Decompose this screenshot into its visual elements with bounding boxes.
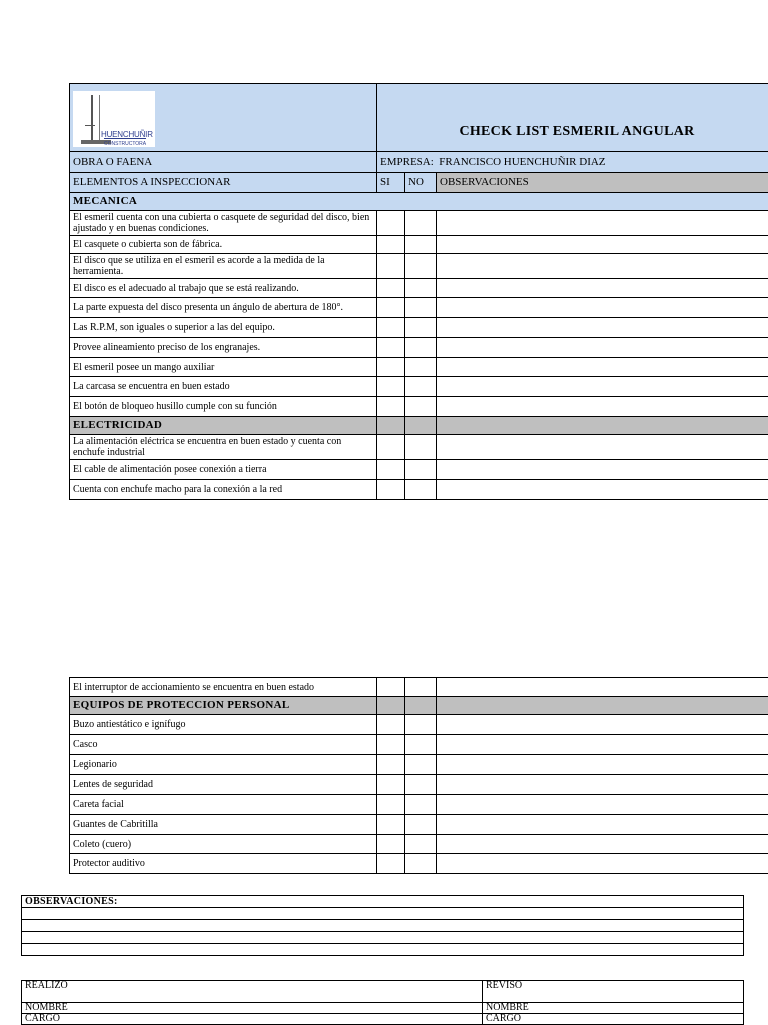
empresa-cell: EMPRESA: FRANCISCO HUENCHUÑIR DIAZ <box>377 152 768 173</box>
no-cell[interactable] <box>405 460 437 480</box>
col-si: SI <box>377 173 405 193</box>
si-cell[interactable] <box>377 835 405 854</box>
realizo-label: REALIZO <box>22 981 483 1003</box>
si-cell[interactable] <box>377 338 405 358</box>
item-label: Lentes de seguridad <box>70 775 377 795</box>
no-cell[interactable] <box>405 715 437 735</box>
si-cell[interactable] <box>377 715 405 735</box>
logo-cell <box>70 84 377 152</box>
header-row <box>70 84 768 152</box>
no-cell[interactable] <box>405 775 437 795</box>
si-cell[interactable] <box>377 435 405 460</box>
obs-cell[interactable] <box>437 815 768 835</box>
reviso-cargo[interactable]: CARGO <box>483 1014 744 1025</box>
no-cell[interactable] <box>405 480 437 500</box>
electricidad-items <box>70 435 768 500</box>
obs-cell[interactable] <box>437 254 768 279</box>
checklist-table-top <box>69 83 768 500</box>
si-cell[interactable] <box>377 358 405 377</box>
item-label: La alimentación eléctrica se encuentra en buen estado y cuenta con enchufe industrial <box>70 435 377 460</box>
obs-cell[interactable] <box>437 854 768 874</box>
observaciones-line[interactable] <box>22 908 744 920</box>
item-label: El interruptor de accionamiento se encuentra en buen estado <box>70 678 377 697</box>
obs-cell[interactable] <box>437 236 768 254</box>
signature-box <box>21 980 744 1025</box>
col-no: NO <box>405 173 437 193</box>
si-cell[interactable] <box>377 211 405 236</box>
si-cell[interactable] <box>377 298 405 318</box>
item-label: La carcasa se encuentra en buen estado <box>70 377 377 397</box>
company-logo: HUENCHUÑIR CONSTRUCTORA <box>73 91 155 147</box>
obs-cell[interactable] <box>437 795 768 815</box>
reviso-nombre[interactable]: NOMBRE <box>483 1003 744 1014</box>
no-cell[interactable] <box>405 211 437 236</box>
page-title: CHECK LIST ESMERIL ANGULAR <box>377 84 768 152</box>
no-cell[interactable] <box>405 735 437 755</box>
obs-cell[interactable] <box>437 735 768 755</box>
section-epp: EQUIPOS DE PROTECCION PERSONAL <box>70 697 377 715</box>
no-cell[interactable] <box>405 815 437 835</box>
si-cell[interactable] <box>377 795 405 815</box>
no-cell[interactable] <box>405 435 437 460</box>
obs-cell[interactable] <box>437 279 768 298</box>
empresa-value: FRANCISCO HUENCHUÑIR DIAZ <box>439 156 605 168</box>
no-cell[interactable] <box>405 236 437 254</box>
si-cell[interactable] <box>377 815 405 835</box>
no-cell[interactable] <box>405 835 437 854</box>
obra-label: OBRA O FAENA <box>70 152 377 173</box>
obs-cell[interactable] <box>437 338 768 358</box>
column-header-row <box>70 173 768 193</box>
no-cell[interactable] <box>405 338 437 358</box>
item-label: Legionario <box>70 755 377 775</box>
item-label: Buzo antiestático e ignífugo <box>70 715 377 735</box>
no-cell[interactable] <box>405 298 437 318</box>
no-cell[interactable] <box>405 377 437 397</box>
observaciones-label: OBSERVACIONES: <box>22 896 744 908</box>
obs-cell[interactable] <box>437 397 768 417</box>
obs-cell[interactable] <box>437 318 768 338</box>
section-row <box>70 193 768 211</box>
observaciones-line[interactable] <box>22 920 744 932</box>
si-cell[interactable] <box>377 678 405 697</box>
mecanica-items <box>70 211 768 417</box>
obs-cell[interactable] <box>437 211 768 236</box>
si-cell[interactable] <box>377 480 405 500</box>
section-row <box>70 417 768 435</box>
item-label: El disco que se utiliza en el esmeril es acorde a la medida de la herramienta. <box>70 254 377 279</box>
drill-rig-icon <box>91 95 100 143</box>
col-obs: OBSERVACIONES <box>437 173 768 193</box>
item-label: El disco es el adecuado al trabajo que se está realizando. <box>70 279 377 298</box>
no-cell[interactable] <box>405 854 437 874</box>
si-cell[interactable] <box>377 236 405 254</box>
item-label: El casquete o cubierta son de fábrica. <box>70 236 377 254</box>
info-row <box>70 152 768 173</box>
section-mecanica: MECANICA <box>70 193 768 211</box>
section-row <box>70 697 768 715</box>
item-label: Casco <box>70 735 377 755</box>
observaciones-line[interactable] <box>22 932 744 944</box>
si-cell[interactable] <box>377 854 405 874</box>
item-label: Careta facial <box>70 795 377 815</box>
realizo-nombre[interactable]: NOMBRE <box>22 1003 483 1014</box>
item-label: Coleto (cuero) <box>70 835 377 854</box>
obs-cell[interactable] <box>437 775 768 795</box>
obs-cell[interactable] <box>437 715 768 735</box>
obs-cell[interactable] <box>437 480 768 500</box>
observaciones-line[interactable] <box>22 944 744 956</box>
reviso-label: REVISO <box>483 981 744 1003</box>
item-label: El esmeril cuenta con una cubierta o casquete de seguridad del disco, bien ajustado y en buenas condiciones. <box>70 211 377 236</box>
obs-cell[interactable] <box>437 358 768 377</box>
si-cell[interactable] <box>377 397 405 417</box>
si-cell[interactable] <box>377 377 405 397</box>
epp-items <box>70 715 768 874</box>
no-cell[interactable] <box>405 279 437 298</box>
si-cell[interactable] <box>377 735 405 755</box>
no-cell[interactable] <box>405 254 437 279</box>
obs-cell[interactable] <box>437 755 768 775</box>
obs-cell[interactable] <box>437 835 768 854</box>
si-cell[interactable] <box>377 775 405 795</box>
section-electricidad: ELECTRICIDAD <box>70 417 377 435</box>
si-cell[interactable] <box>377 755 405 775</box>
item-label: Cuenta con enchufe macho para la conexión a la red <box>70 480 377 500</box>
checklist-table-bottom <box>69 677 768 874</box>
obs-cell[interactable] <box>437 298 768 318</box>
no-cell[interactable] <box>405 755 437 775</box>
observaciones-box <box>21 895 744 956</box>
si-cell[interactable] <box>377 254 405 279</box>
no-cell[interactable] <box>405 678 437 697</box>
no-cell[interactable] <box>405 358 437 377</box>
item-label: Guantes de Cabritilla <box>70 815 377 835</box>
no-cell[interactable] <box>405 397 437 417</box>
item-label: Provee alineamiento preciso de los engranajes. <box>70 338 377 358</box>
obs-cell[interactable] <box>437 678 768 697</box>
item-label: El esmeril posee un mango auxiliar <box>70 358 377 377</box>
item-label: El botón de bloqueo husillo cumple con su función <box>70 397 377 417</box>
no-cell[interactable] <box>405 318 437 338</box>
obs-cell[interactable] <box>437 377 768 397</box>
item-label: Protector auditivo <box>70 854 377 874</box>
obs-cell[interactable] <box>437 435 768 460</box>
si-cell[interactable] <box>377 460 405 480</box>
realizo-cargo[interactable]: CARGO <box>22 1014 483 1025</box>
si-cell[interactable] <box>377 279 405 298</box>
item-label: Las R.P.M, son iguales o superior a las del equipo. <box>70 318 377 338</box>
no-cell[interactable] <box>405 795 437 815</box>
col-elements: ELEMENTOS A INSPECCIONAR <box>70 173 377 193</box>
obs-cell[interactable] <box>437 460 768 480</box>
item-label: La parte expuesta del disco presenta un ángulo de abertura de 180°. <box>70 298 377 318</box>
item-label: El cable de alimentación posee conexión a tierra <box>70 460 377 480</box>
si-cell[interactable] <box>377 318 405 338</box>
